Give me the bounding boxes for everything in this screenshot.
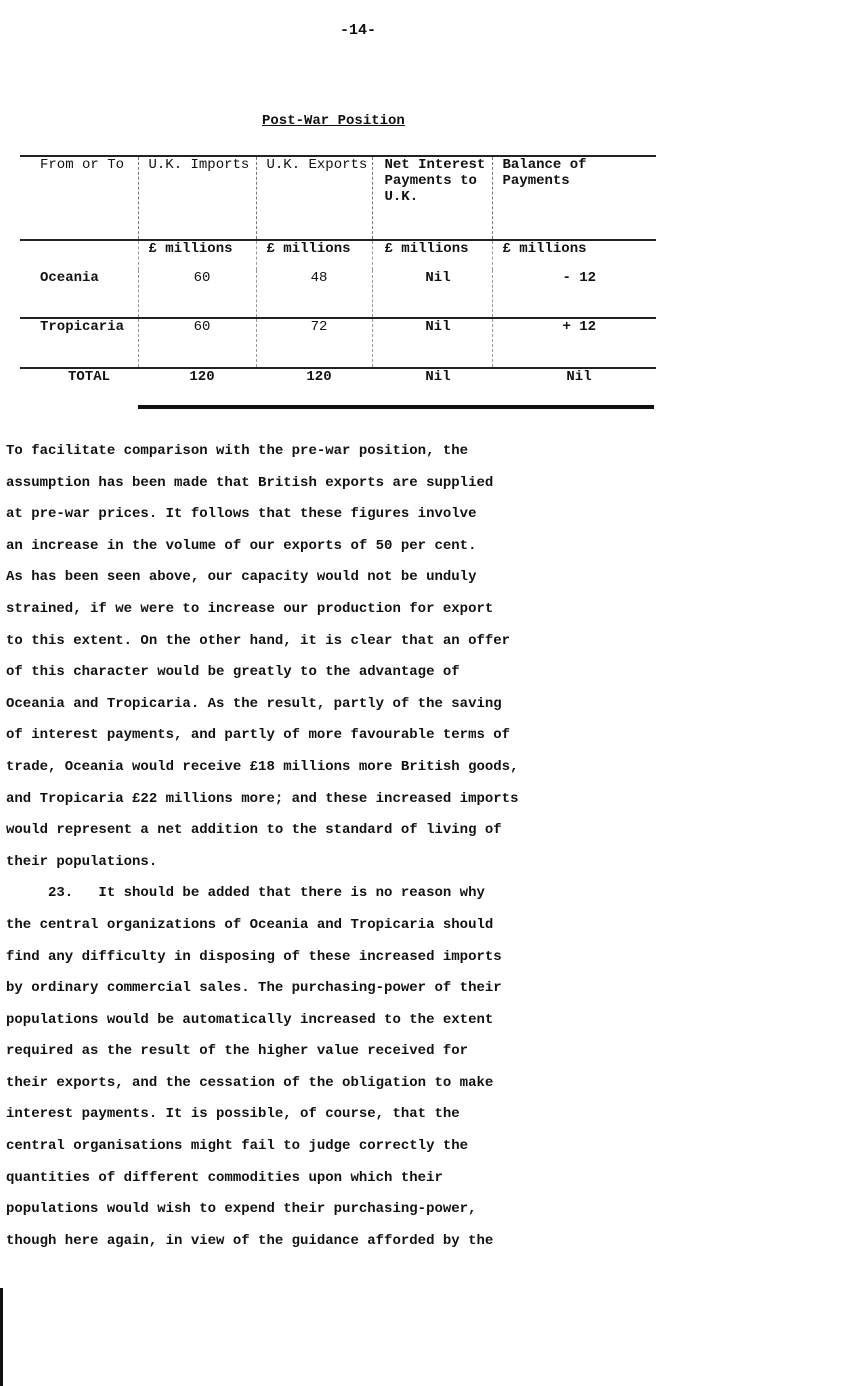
row-balance: - 12 [492, 270, 656, 318]
row-balance: + 12 [492, 318, 656, 368]
table-units-row [20, 240, 656, 270]
text-line: at pre-war prices. It follows that these figures involve [6, 506, 477, 523]
text-line: interest payments. It is possible, of course, that the [6, 1106, 460, 1123]
text-line: populations would wish to expend their purchasing-power, [6, 1201, 477, 1218]
text-line: populations would be automatically increased to the extent [6, 1011, 494, 1028]
text-line: and Tropicaria £22 millions more; and these increased imports [6, 790, 519, 807]
text-line: trade, Oceania would receive £18 millions more British goods, [6, 758, 519, 775]
text-line: required as the result of the higher value received for [6, 1043, 469, 1060]
table-total-row [20, 368, 656, 410]
section-title: Post-War Position [262, 113, 405, 129]
row-interest: Nil [372, 270, 492, 318]
text-line: an increase in the volume of our exports of 50 per cent. [6, 537, 477, 554]
row-exports: 72 [256, 318, 372, 368]
units-blank [20, 240, 138, 270]
text-line: quantities of different commodities upon which their [6, 1169, 443, 1186]
units-imports: £ millions [138, 240, 256, 270]
text-line: of this character would be greatly to the advantage of [6, 664, 460, 681]
row-exports: 48 [256, 270, 372, 318]
total-underline [138, 405, 654, 409]
text-line: their exports, and the cessation of the obligation to make [6, 1074, 494, 1091]
scan-edge-mark [0, 1288, 3, 1386]
body-text [6, 436, 636, 1257]
total-interest: Nil [425, 369, 451, 385]
total-label: TOTAL [68, 369, 111, 385]
units-interest: £ millions [372, 240, 492, 270]
text-line: their populations. [6, 853, 158, 870]
header-uk-exports: U.K. Exports [256, 156, 372, 240]
header-uk-imports: U.K. Imports [138, 156, 256, 240]
table-header-row [20, 156, 656, 240]
total-exports: 120 [306, 369, 332, 385]
text-line: To facilitate comparison with the pre-war position, the [6, 443, 469, 459]
text-line: assumption has been made that British exports are supplied [6, 474, 494, 491]
text-line: by ordinary commercial sales. The purchasing-power of their [6, 980, 502, 997]
header-balance: Balance of Payments [492, 156, 656, 240]
text-line: though here again, in view of the guidance afforded by the [6, 1232, 494, 1249]
text-line: strained, if we were to increase our production for export [6, 600, 494, 617]
row-name: Tropicaria [20, 318, 138, 368]
total-imports: 120 [189, 369, 215, 385]
post-war-table [20, 155, 656, 410]
text-line: As has been seen above, our capacity would not be unduly [6, 569, 477, 586]
text-line: would represent a net addition to the standard of living of [6, 822, 502, 839]
units-exports: £ millions [256, 240, 372, 270]
header-from-to: From or To [20, 156, 138, 240]
table-row [20, 318, 656, 368]
total-balance: Nil [566, 369, 592, 385]
row-name: Oceania [20, 270, 138, 318]
text-line: the central organizations of Oceania and Tropicaria should [6, 916, 494, 933]
table-row [20, 270, 656, 318]
row-interest: Nil [372, 318, 492, 368]
text-line: 23. It should be added that there is no reason why [6, 885, 485, 902]
text-line: Oceania and Tropicaria. As the result, partly of the saving [6, 695, 502, 712]
units-balance: £ millions [492, 240, 656, 270]
header-net-interest: Net Interest Payments to U.K. [372, 156, 492, 240]
row-imports: 60 [138, 318, 256, 368]
text-line: of interest payments, and partly of more favourable terms of [6, 727, 511, 744]
row-imports: 60 [138, 270, 256, 318]
page-number: -14- [340, 22, 377, 39]
text-line: find any difficulty in disposing of these increased imports [6, 948, 502, 965]
text-line: to this extent. On the other hand, it is clear that an offer [6, 632, 511, 649]
text-line: central organisations might fail to judge correctly the [6, 1138, 469, 1155]
